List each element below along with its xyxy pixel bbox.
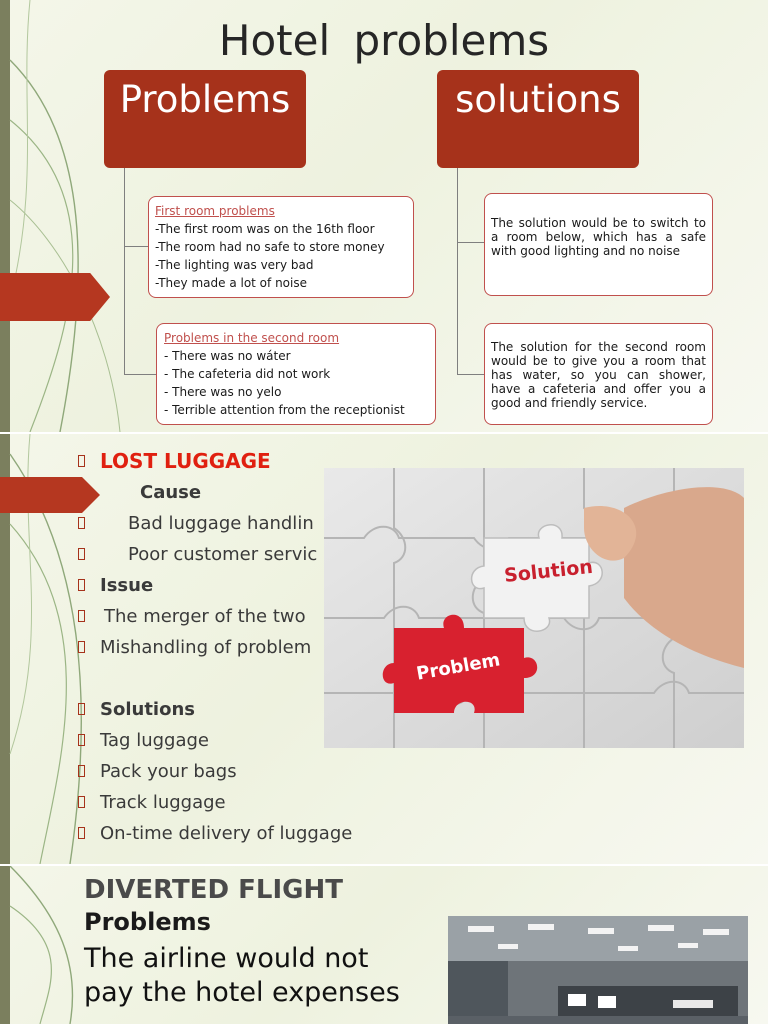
list-item: Pack your bags [78,756,352,787]
problem-label: Problem [414,649,502,685]
slide-title: Hotel problems [218,16,550,65]
list-item: Cause [140,482,202,503]
slide-lost-luggage [0,434,768,864]
list-item: Tag luggage [78,725,352,756]
list-item: On-time delivery of luggage [78,818,352,849]
first-room-item: -They made a lot of noise [155,276,307,290]
list-item: Track luggage [78,787,352,818]
bullet-icon [78,765,85,777]
list-item: Issue [78,570,352,601]
bullet-icon [78,610,85,622]
slide-diverted-flight [0,866,768,1024]
bullet-icon [78,703,85,715]
list-item: LOST LUGGAGE [78,446,352,477]
first-room-item: -The first room was on the 16th floor [155,222,375,236]
solutions-header: solutions [437,70,639,168]
second-room-problems-box [156,323,436,425]
bullet-icon [78,517,85,529]
bullet-icon [78,455,85,467]
solution-box-2: The solution for the second room would be to give you a room that has water, so you can shower, have a cafeteria and offer you a good and friendly service. [484,323,713,425]
bullet-icon [78,641,85,653]
first-room-item: -The room had no safe to store money [155,240,385,254]
first-room-title: First room problems [155,204,275,218]
problems-header: Problems [104,70,306,168]
connector-line [457,168,458,374]
list-item [78,663,352,694]
connector-line [124,168,125,374]
solution-box-1: The solution would be to switch to a room below, which has a safe with good lighting and no noise [484,193,713,296]
list-item: Solutions [78,694,352,725]
solution-label: Solution [503,555,594,588]
connector-line [124,246,148,247]
bullet-icon [78,579,85,591]
second-room-title: Problems in the second room [164,331,340,345]
first-room-item: -The lighting was very bad [155,258,314,272]
list-item: Mishandling of problem [78,632,352,663]
bullet-icon [78,548,85,560]
list-item: Bad luggage handlin [78,508,352,539]
diverted-flight-text: The airline would not pay the hotel expenses [84,943,400,1008]
list-item: Poor customer servic [78,539,352,570]
connector-line [457,242,485,243]
puzzle-image [324,468,744,748]
slide-hotel-problems [0,0,768,432]
bullet-icon [78,827,85,839]
diverted-flight-heading: DIVERTED FLIGHT [84,875,343,905]
problems-subheading: Problems [84,908,211,936]
list-item: The merger of the two [78,601,352,632]
second-room-item: - The cafeteria did not work [164,367,331,381]
connector-line [457,374,485,375]
second-room-item: - Terrible attention from the receptionist [164,403,405,417]
bullet-icon [78,734,85,746]
red-arrow-marker [0,273,110,321]
second-room-item: - There was no yelo [164,385,282,399]
second-room-item: - There was no wáter [164,349,291,363]
connector-line [124,374,156,375]
lost-luggage-list [78,446,352,849]
first-room-problems-box [148,196,414,298]
airport-image [448,916,748,1024]
bullet-icon [78,796,85,808]
